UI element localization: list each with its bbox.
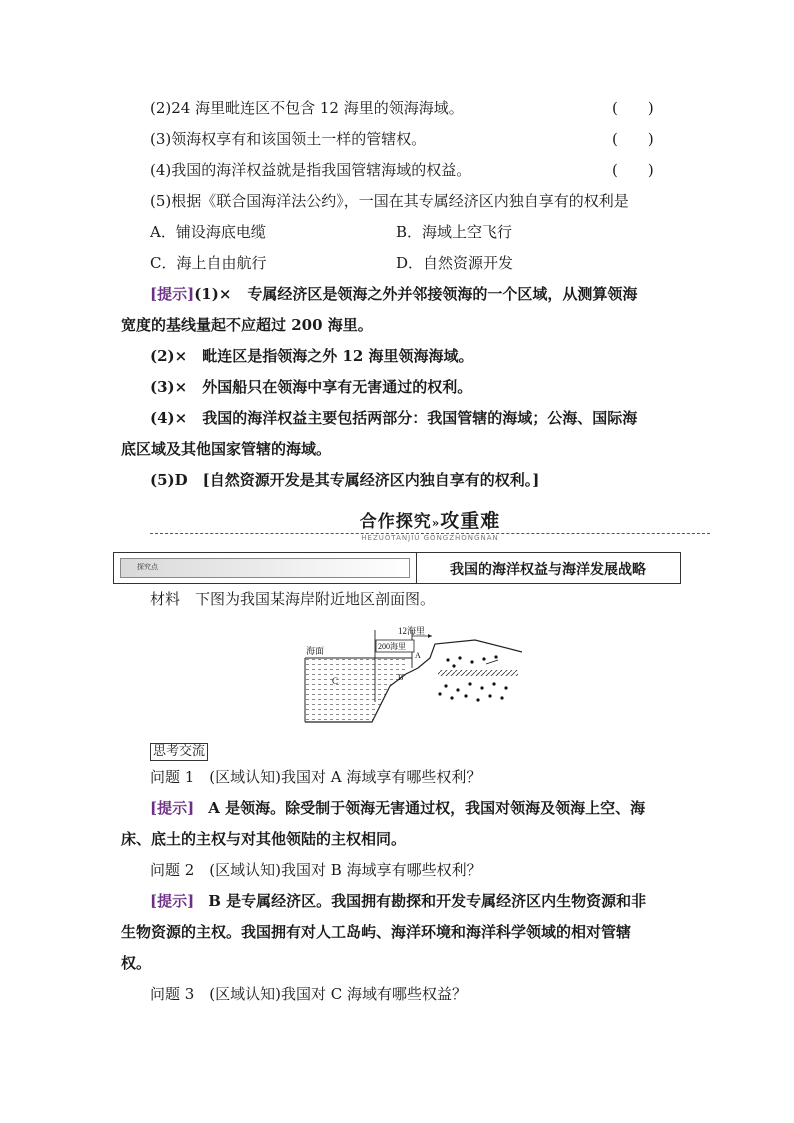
- question-3: (3)领海权享有和该国领土一样的管辖权。: [150, 130, 427, 148]
- answer-blank-3[interactable]: ( ): [612, 130, 654, 148]
- hint-label: [提示]: [150, 892, 195, 910]
- hint-4-cont: 底区域及其他国家管辖的海域。: [121, 440, 332, 458]
- label-a: A: [415, 651, 421, 660]
- answer-blank-2[interactable]: ( ): [612, 99, 654, 117]
- hint-3: (3)× 外国船只在领海中享有无害通过的权利。: [150, 378, 473, 396]
- question-5: (5)根据《联合国海洋法公约》，一国在其专属经济区内独自享有的权利是: [150, 192, 629, 210]
- option-d: D．自然资源开发: [396, 254, 514, 272]
- think-a2-cont2: 权。: [121, 954, 152, 972]
- think-a2: [150, 891, 646, 911]
- label-12: 12海里: [398, 626, 426, 636]
- material-text: 材料 下图为我国某海岸附近地区剖面图。: [150, 590, 436, 608]
- think-a2-text: B 是专属经济区。我国拥有勘探和开发专属经济区内生物资源和非: [208, 892, 647, 910]
- label-b: B: [398, 673, 404, 682]
- think-q2: 问题 2 (区域认知)我国对 B 海域享有哪些权利？: [150, 861, 482, 879]
- banner-title-a: 合作探究: [359, 512, 432, 532]
- topic-tag: [120, 558, 410, 578]
- sea-area: [305, 658, 406, 722]
- option-a: A．铺设海底电缆: [150, 223, 266, 241]
- hint-label: [提示]: [150, 799, 195, 817]
- hint-1-text: 专属经济区是领海之外并邻接领海的一个区域，从测算领海: [247, 285, 638, 303]
- hint-1-num: (1)×: [194, 285, 232, 303]
- banner-arrow-icon: »: [431, 516, 441, 530]
- option-c: C．海上自由航行: [150, 254, 267, 272]
- topic-box: [113, 552, 681, 584]
- hint-1-cont: 宽度的基线量起不应超过 200 海里。: [121, 316, 373, 334]
- topic-tag-label: 探究点: [137, 563, 158, 571]
- think-tag: 思考交流: [150, 743, 208, 761]
- label-sea: 海面: [306, 646, 325, 656]
- coast-diagram: [300, 622, 530, 728]
- label-200: 200海里: [378, 642, 406, 651]
- hint-5: (5)D [自然资源开发是其专属经济区内独自享有的权利。]: [150, 471, 540, 489]
- hint-4: (4)× 我国的海洋权益主要包括两部分：我国管辖的海域；公海、国际海: [150, 409, 638, 427]
- answer-blank-4[interactable]: ( ): [612, 161, 654, 179]
- think-q3: 问题 3 (区域认知)我国对 C 海域有哪些权益？: [150, 985, 468, 1003]
- option-b: B．海域上空飞行: [396, 223, 513, 241]
- think-a1-text: A 是领海。除受制于领海无害通过权，我国对领海及领海上空、海: [208, 799, 646, 817]
- land-hatch: [438, 670, 518, 676]
- think-a1: [150, 798, 645, 818]
- banner-title: [150, 506, 710, 533]
- section-banner: [150, 506, 710, 540]
- question-4: (4)我国的海洋权益就是指我国管辖海域的权益。: [150, 161, 472, 179]
- label-c: C: [332, 676, 339, 686]
- question-2: (2)24 海里毗连区不包含 12 海里的领海海域。: [150, 99, 464, 117]
- think-a1-cont: 床、底土的主权与对其他领陆的主权相同。: [121, 830, 407, 848]
- hint-label: [提示]: [150, 285, 195, 303]
- hint-1: [150, 284, 637, 304]
- think-a2-cont: 生物资源的主权。我国拥有对人工岛屿、海洋环境和海洋科学领域的相对管辖: [121, 923, 632, 941]
- hint-2: (2)× 毗连区是指领海之外 12 海里领海海域。: [150, 347, 474, 365]
- land-dots: [438, 655, 507, 701]
- banner-title-b: 攻重难: [440, 510, 501, 532]
- banner-subtitle: HEZUOTANJIU GONGZHONGNAN: [361, 534, 499, 542]
- topic-title: 我国的海洋权益与海洋发展战略: [450, 562, 646, 578]
- think-q1: 问题 1 (区域认知)我国对 A 海域享有哪些权利？: [150, 768, 482, 786]
